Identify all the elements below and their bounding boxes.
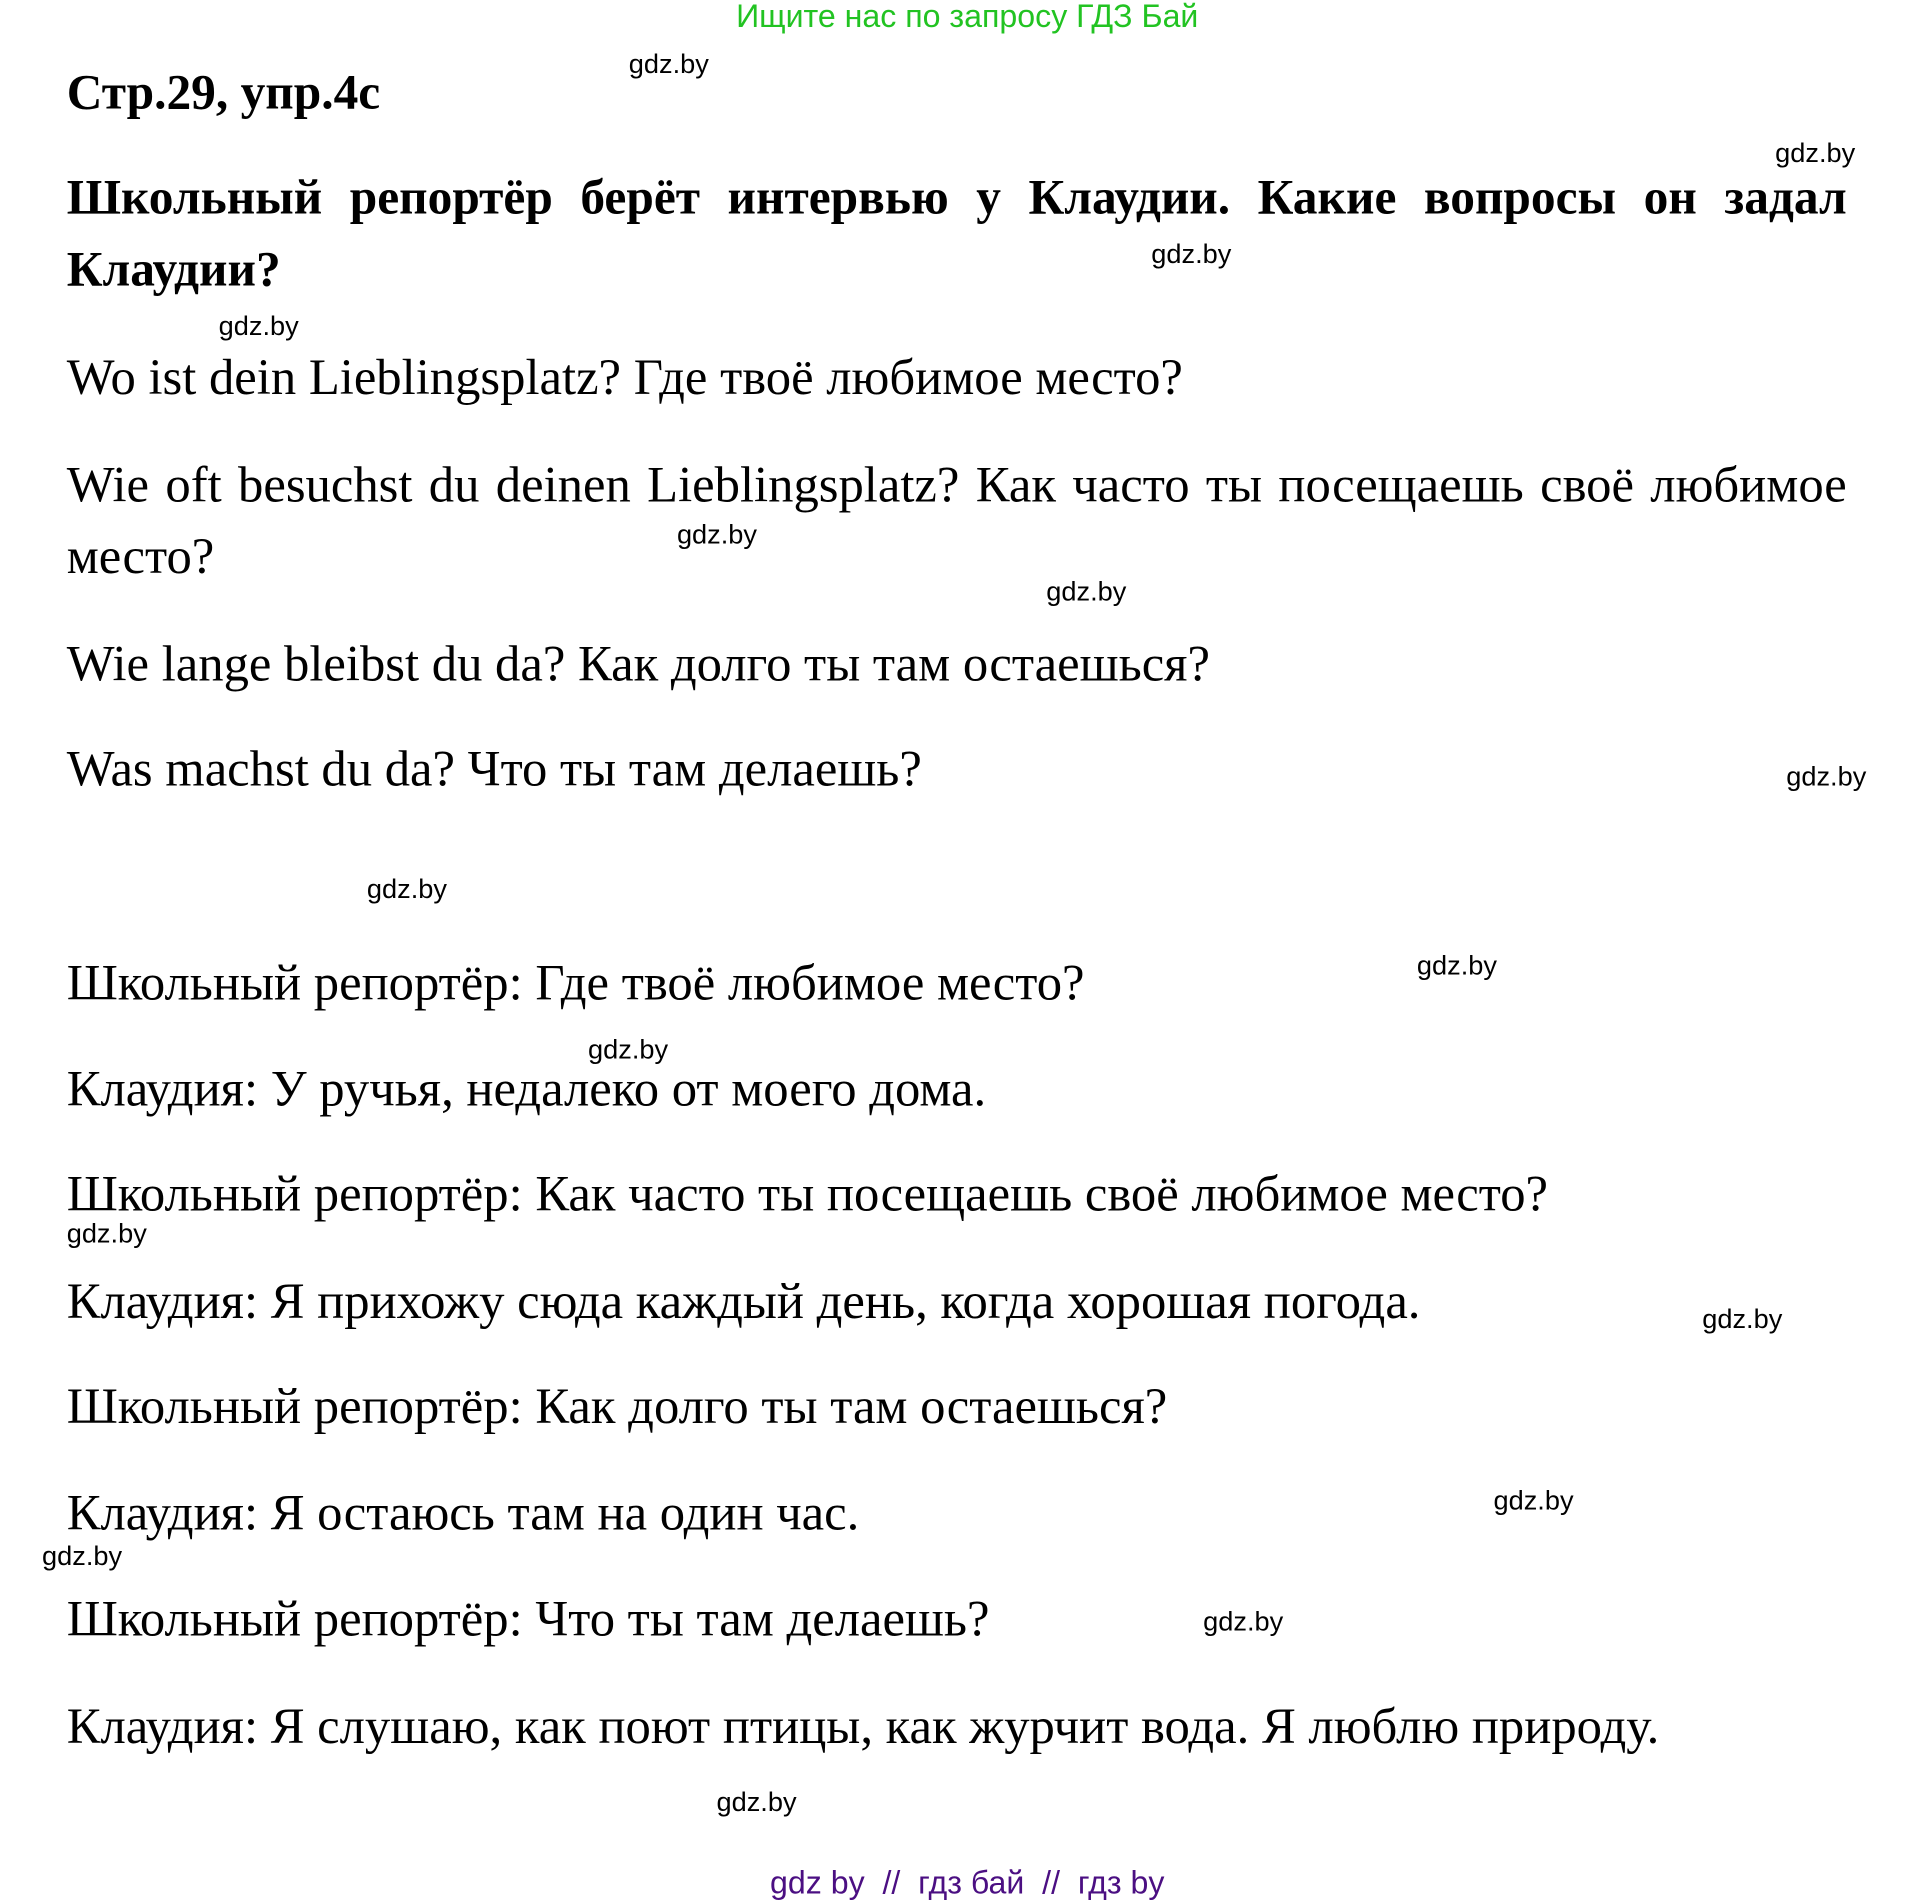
dialog-line: Школьный репортёр: Что ты там делаешь? bbox=[66, 1589, 990, 1647]
dialog-line: Клаудия: Я прихожу сюда каждый день, когда хорошая погода. bbox=[66, 1272, 1421, 1330]
watermark: gdz.by bbox=[1775, 137, 1856, 169]
watermark: gdz.by bbox=[588, 1033, 669, 1065]
watermark: gdz.by bbox=[1416, 949, 1497, 981]
page-title: Стр.29, упр.4с bbox=[66, 64, 381, 120]
watermark: gdz.by bbox=[1702, 1303, 1783, 1335]
dialog-line: Клаудия: Я слушаю, как поют птицы, как журчит вода. Я люблю природу. bbox=[66, 1697, 1660, 1755]
watermark: gdz.by bbox=[42, 1540, 123, 1572]
search-hint-banner: Ищите нас по запросу ГДЗ Бай bbox=[736, 0, 1199, 35]
watermark: gdz.by bbox=[1203, 1605, 1284, 1637]
watermark: gdz.by bbox=[1046, 575, 1127, 607]
watermark: gdz.by bbox=[1493, 1484, 1574, 1516]
watermark: gdz.by bbox=[716, 1786, 797, 1818]
dialog-line: Школьный репортёр: Как часто ты посещаешь своё любимое место? bbox=[66, 1164, 1549, 1222]
dialog-line: Школьный репортёр: Где твоё любимое место? bbox=[66, 953, 1085, 1011]
watermark: gdz.by bbox=[366, 873, 447, 905]
footer-links: gdz by // гдз бай // гдз by bbox=[770, 1864, 1165, 1902]
dialog-line: Школьный репортёр: Как долго ты там остаешься? bbox=[66, 1377, 1168, 1435]
watermark: gdz.by bbox=[218, 310, 299, 341]
question-2: Wie oft besuchst du deinen Lieblingsplatz? Как часто ты посещаешь своё любимое место? bbox=[66, 455, 1847, 585]
watermark: gdz.by bbox=[628, 48, 709, 80]
watermark: gdz.by bbox=[1151, 238, 1232, 270]
watermark: gdz.by bbox=[1786, 760, 1867, 792]
watermark: gdz.by bbox=[66, 1218, 147, 1249]
question-3: Wie lange bleibst du da? Как долго ты там остаешься? bbox=[66, 634, 1210, 692]
dialog-line: Клаудия: У ручья, недалеко от моего дома. bbox=[66, 1059, 987, 1117]
watermark: gdz.by bbox=[676, 518, 758, 550]
question-4: Was machst du da? Что ты там делаешь? bbox=[66, 739, 922, 797]
dialog-line: Клаудия: Я остаюсь там на один час. bbox=[66, 1483, 860, 1541]
task-heading: Школьный репортёр берёт интервью у Клаудии. Какие вопросы он задал Клаудии? bbox=[66, 169, 1847, 297]
question-1: Wo ist dein Lieblingsplatz? Где твоё любимое место? bbox=[66, 348, 1183, 406]
